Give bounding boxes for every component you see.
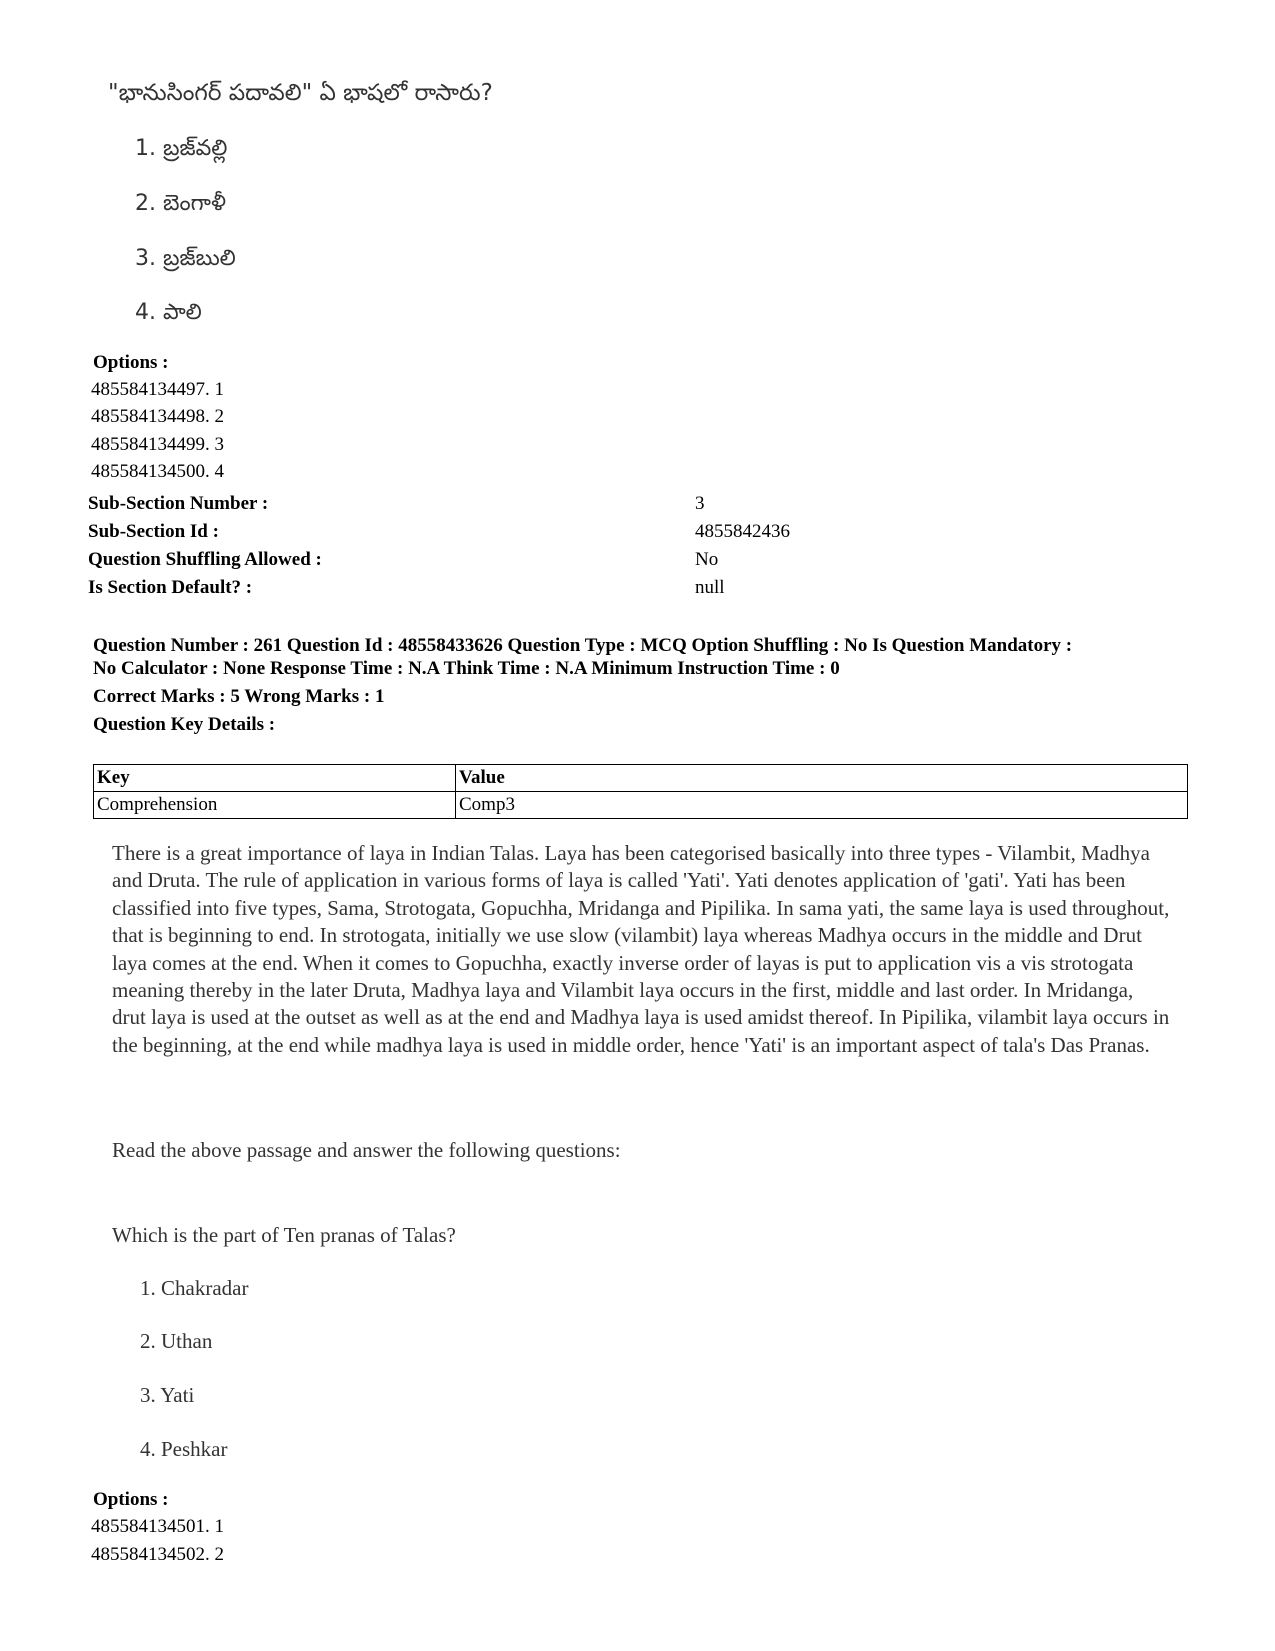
subsection-number-value: 3 <box>695 493 705 514</box>
prev-options-label: Options : <box>93 352 169 373</box>
question-choice-4: 4. Peshkar <box>140 1437 228 1461</box>
prev-choice-2: 2. బెంగాళీ <box>135 191 226 216</box>
prev-option-4: 485584134500. 4 <box>91 461 224 482</box>
table-row <box>94 792 1188 819</box>
question-text: Which is the part of Ten pranas of Talas? <box>112 1223 456 1247</box>
question-key-details-label: Question Key Details : <box>93 714 276 735</box>
option-1: 485584134501. 1 <box>91 1516 224 1537</box>
subsection-number-label: Sub-Section Number : <box>88 493 269 514</box>
subsection-id-label: Sub-Section Id : <box>88 521 219 542</box>
passage-instruction: Read the above passage and answer the following questions: <box>112 1138 621 1162</box>
prev-choice-1: 1. బ్రజ్‌వల్లి <box>135 136 228 161</box>
key-table-header-key: Key <box>94 765 456 792</box>
section-default-label: Is Section Default? : <box>88 577 253 598</box>
question-marks: Correct Marks : 5 Wrong Marks : 1 <box>93 686 385 707</box>
shuffling-allowed-value: No <box>695 549 719 570</box>
shuffling-allowed-label: Question Shuffling Allowed : <box>88 549 322 570</box>
prev-option-3: 485584134499. 3 <box>91 434 224 455</box>
question-choice-3: 3. Yati <box>140 1383 195 1407</box>
prev-question-text: "భానుసింగర్ పదావలి" ఏ భాషలో రాసారు? <box>108 80 493 106</box>
key-table <box>93 764 1188 819</box>
key-table-header-value: Value <box>456 765 1188 792</box>
key-table-header-row <box>94 765 1188 792</box>
subsection-id-value: 4855842436 <box>695 521 790 542</box>
prev-option-1: 485584134497. 1 <box>91 379 224 400</box>
options-label: Options : <box>93 1489 169 1510</box>
key-table-cell-value: Comp3 <box>456 792 1188 819</box>
question-choice-2: 2. Uthan <box>140 1329 213 1353</box>
question-meta-line-2: No Calculator : None Response Time : N.A Think Time : N.A Minimum Instruction Time : 0 <box>93 658 840 679</box>
question-meta-line-1: Question Number : 261 Question Id : 48558433626 Question Type : MCQ Option Shuffling : No Is Question Mandatory : <box>93 635 1073 656</box>
section-default-value: null <box>695 577 725 598</box>
comprehension-passage: There is a great importance of laya in Indian Talas. Laya has been categorised basically into three types - Vilambit, Madhya and Druta. The rule of application in various forms of laya is called 'Yati'. Yati denotes application of 'gati'. Yati has been classified into five types, Sama, Strotogata, Gopuchha, Mridanga and Pipilika. In sama yati, the same laya is used throughout, that is beginning to end. In strotogata, initially we use slow (vilambit) laya whereas Madhya occurs in the middle and Drut laya comes at the end. When it comes to Gopuchha, exactly inverse order of layas is put to application vis a vis strotogata meaning thereby in the later Druta, Madhya laya and Vilambit laya occurs in the first, middle and last order. In Mridanga, drut laya is used at the outset as well as at the end and Madhya laya is used amidst thereof. In Pipilika, vilambit laya occurs in the beginning, at the end while madhya laya is used in middle order, hence 'Yati' is an important aspect of tala's Das Pranas. <box>112 841 1170 1057</box>
option-2: 485584134502. 2 <box>91 1544 224 1565</box>
question-choice-1: 1. Chakradar <box>140 1276 249 1300</box>
key-table-cell-key: Comprehension <box>94 792 456 819</box>
prev-choice-3: 3. బ్రజ్‌బులి <box>135 246 236 271</box>
prev-choice-4: 4. పాలి <box>135 300 202 325</box>
prev-option-2: 485584134498. 2 <box>91 406 224 427</box>
